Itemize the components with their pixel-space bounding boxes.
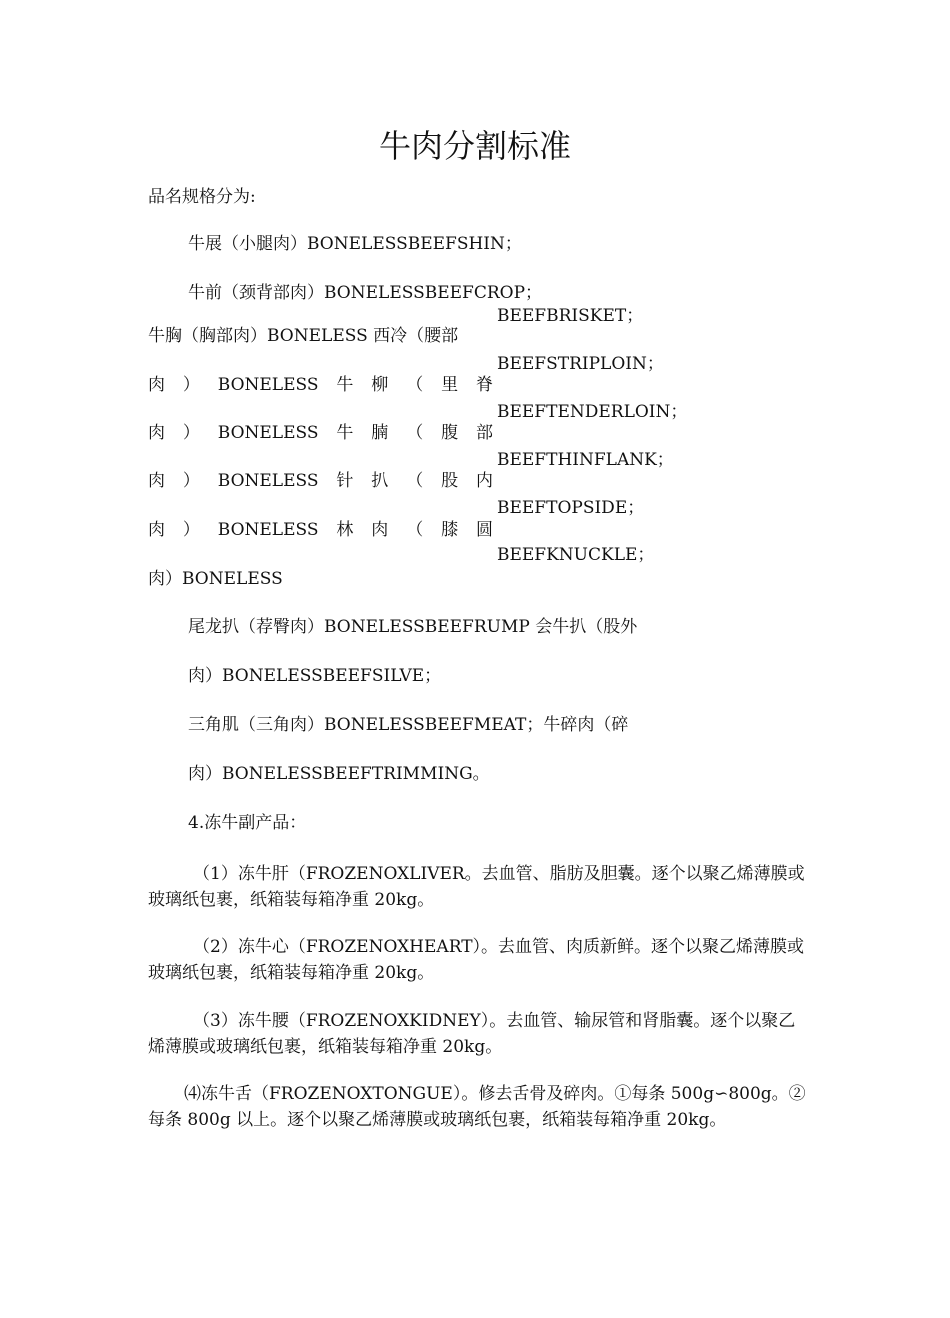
row-cell: ） [182,423,200,443]
rump-line: 尾龙扒（荐臀肉）BONELESSBEEFRUMP 会牛扒（股外 [188,617,638,637]
last-left-line: 肉）BONELESS [148,569,283,589]
crop-line: 牛前（颈背部肉）BONELESSBEEFCROP； [188,283,543,303]
trimming-line: 肉）BONELESSBEEFTRIMMING。 [188,764,490,784]
tenderloin-right-line: BEEFTENDERLOIN； [497,402,688,422]
row-cell: BONELESS [217,471,319,491]
row-cell: 部 [475,423,493,443]
tongue-paragraph: ⑷冻牛舌（FROZENOXTONGUE）。修去舌骨及碎肉。①每条 500g∽800g。②每条 800g 以上。逐个以聚乙烯薄膜或玻璃纸包裹，纸箱装每箱净重 20kg。 [148,1084,806,1130]
row-cell: 肉 [148,423,165,443]
byproducts-heading: 4.冻牛副产品： [188,813,307,833]
row-cell: （ [406,375,424,395]
spread-row [148,422,493,444]
row-cell: （ [406,471,424,491]
heart-paragraph: （2）冻牛心（FROZENOXHEART）。去血管、肉质新鲜。逐个以聚乙烯薄膜或玻璃纸包裹，纸箱装每箱净重 20kg。 [148,937,805,983]
brisket-left-line: 牛胸（胸部肉）BONELESS 西冷（腰部 [148,326,459,346]
intro-text: 品名规格分为: [148,187,256,207]
liver-paragraph: （1）冻牛肝（FROZENOXLIVER。去血管、脂肪及胆囊。逐个以聚乙烯薄膜或玻璃纸包裹，纸箱装每箱净重 20kg。 [148,864,805,910]
thinflank-right-line: BEEFTHINFLANK； [497,450,674,470]
row-cell: BONELESS [217,520,319,540]
row-cell: 扒 [371,471,389,491]
silve-line: 肉）BONELESSBEEFSILVE； [188,666,442,686]
row-cell: 膝 [441,520,459,540]
row-cell: 柳 [371,375,389,395]
row-cell: 林 [336,520,354,540]
row-cell: 肉 [148,520,165,540]
row-cell: ） [182,375,200,395]
brisket-right-line: BEEFBRISKET； [497,306,644,326]
row-cell: 内 [475,471,493,491]
meat-line: 三角肌（三角肉）BONELESSBEEFMEAT；牛碎肉（碎 [188,715,629,735]
knuckle-right-line: BEEFKNUCKLE； [497,545,655,565]
row-cell: 肉 [148,375,165,395]
shin-line: 牛展（小腿肉）BONELESSBEEFSHIN； [188,234,522,254]
row-cell: 圆 [475,520,493,540]
row-cell: BONELESS [217,423,319,443]
row-cell: 肉 [148,471,165,491]
row-cell: 牛 [336,375,354,395]
row-cell: 腹 [441,423,459,443]
row-cell: （ [406,520,424,540]
row-cell: 脊 [475,375,493,395]
row-cell: 肉 [371,520,389,540]
row-cell: BONELESS [217,375,319,395]
row-cell: ） [182,520,200,540]
document-title: 牛肉分割标准 [378,127,571,165]
striploin-right-line: BEEFSTRIPLOIN； [497,354,664,374]
row-cell: 股 [441,471,459,491]
kidney-paragraph: （3）冻牛腰（FROZENOXKIDNEY）。去血管、输尿管和肾脂囊。逐个以聚乙烯薄膜或玻璃纸包裹，纸箱装每箱净重 20kg。 [148,1011,796,1057]
row-cell: ） [182,471,200,491]
spread-row [148,374,493,396]
row-cell: （ [406,423,424,443]
topside-right-line: BEEFTOPSIDE； [497,498,645,518]
row-cell: 腩 [371,423,389,443]
row-cell: 针 [336,471,354,491]
spread-row [148,470,493,492]
row-cell: 牛 [336,423,354,443]
row-cell: 里 [441,375,459,395]
spread-row [148,519,493,541]
